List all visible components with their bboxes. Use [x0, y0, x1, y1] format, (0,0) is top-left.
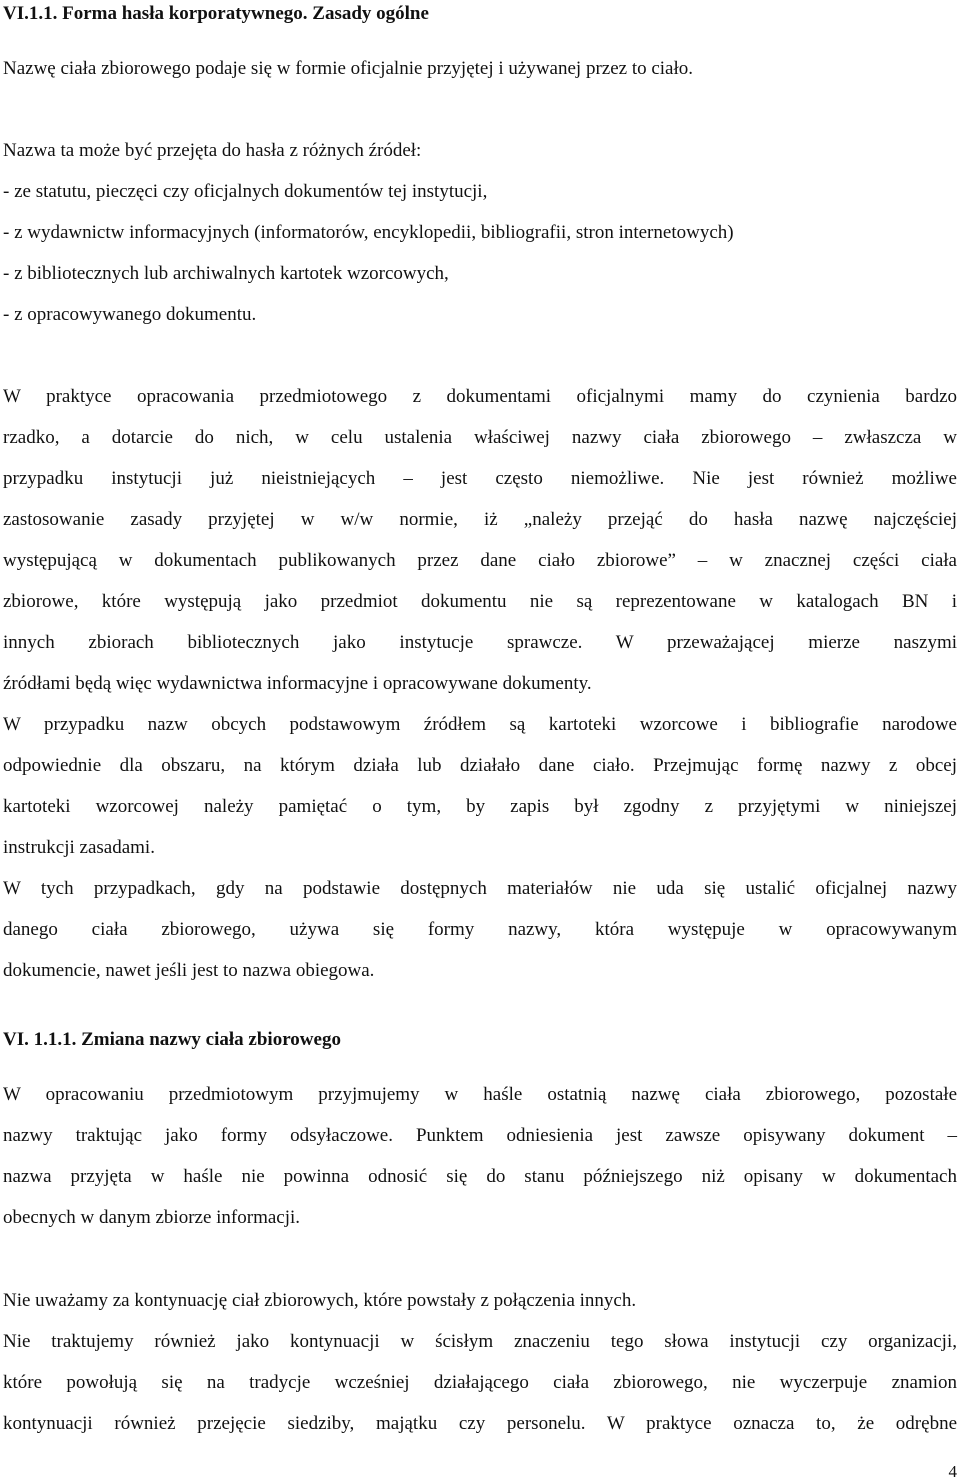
text-line: które powołują się na tradycje wcześniej działającego ciała zbiorowego, nie wyczerpuje znamion: [3, 1372, 957, 1393]
text-line: kontynuacji również przejęcie siedziby, majątku czy personelu. W praktyce oznacza to, że odrębne: [3, 1413, 957, 1434]
text-line: zastosowanie zasady przyjętej w w/w normie, iż „należy przejąć do hasła nazwę najczęściej: [3, 509, 957, 530]
text-line: źródłami będą więc wydawnictwa informacyjne i opracowywane dokumenty.: [3, 673, 592, 694]
text-line: obecnych w danym zbiorze informacji.: [3, 1207, 301, 1228]
text-line: W opracowaniu przedmiotowym przyjmujemy w haśle ostatnią nazwę ciała zbiorowego, pozostałe: [3, 1084, 957, 1105]
list-item: - z opracowywanego dokumentu.: [3, 304, 257, 325]
list-item: - z bibliotecznych lub archiwalnych kartotek wzorcowych,: [3, 263, 449, 284]
continuity-paragraph: [3, 1321, 957, 1444]
sources-list: [3, 130, 957, 335]
text-line: W praktyce opracowania przedmiotowego z dokumentami oficjalnymi mamy do czynienia bardzo: [3, 386, 957, 407]
text-line: instrukcji zasadami.: [3, 837, 155, 858]
text-line: W tych przypadkach, gdy na podstawie dostępnych materiałów nie uda się ustalić oficjalnej nazwy: [3, 878, 957, 899]
text-line: nazwy traktując jako formy odsyłaczowe. Punktem odniesienia jest zawsze opisywany dokument –: [3, 1125, 957, 1146]
section-heading: VI.1.1. Forma hasła korporatywnego. Zasady ogólne: [3, 3, 429, 24]
continuity-statement: Nie uważamy za kontynuację ciał zbiorowych, które powstały z połączenia innych.: [3, 1290, 637, 1311]
practice-paragraph: [3, 376, 957, 704]
text-line: przypadku instytucji już nieistniejących – jest często niemożliwe. Nie jest również możliwe: [3, 468, 957, 489]
text-line: występującą w dokumentach publikowanych przez dane ciało zbiorowe” – w znacznej części ciała: [3, 550, 957, 571]
list-item: - ze statutu, pieczęci czy oficjalnych dokumentów tej instytucji,: [3, 181, 488, 202]
section-heading: VI. 1.1.1. Zmiana nazwy ciała zbiorowego: [3, 1029, 341, 1050]
sources-lead: Nazwa ta może być przejęta do hasła z różnych źródeł:: [3, 140, 422, 161]
foreign-names-paragraph: [3, 704, 957, 868]
name-change-paragraph: [3, 1074, 957, 1238]
page-number: 4: [948, 1462, 957, 1481]
fallback-paragraph: [3, 868, 957, 991]
text-line: innych zbiorach bibliotecznych jako instytucje sprawcze. W przeważającej mierze naszymi: [3, 632, 957, 653]
text-line: odpowiednie dla obszaru, na którym działa lub działało dane ciało. Przejmując formę nazwy z obcej: [3, 755, 957, 776]
text-line: dokumencie, nawet jeśli jest to nazwa obiegowa.: [3, 960, 375, 981]
text-line: kartoteki wzorcowej należy pamiętać o tym, by zapis był zgodny z przyjętymi w niniejszej: [3, 796, 957, 817]
text-line: Nie traktujemy również jako kontynuacji w ścisłym znaczeniu tego słowa instytucji czy organizacji,: [3, 1331, 957, 1352]
text-line: zbiorowe, które występują jako przedmiot dokumentu nie są reprezentowane w katalogach BN i: [3, 591, 957, 612]
text-line: danego ciała zbiorowego, używa się formy nazwy, która występuje w opracowywanym: [3, 919, 957, 940]
text-line: W przypadku nazw obcych podstawowym źródłem są kartoteki wzorcowe i bibliografie narodowe: [3, 714, 957, 735]
list-item: - z wydawnictw informacyjnych (informatorów, encyklopedii, bibliografii, stron internetowych): [3, 222, 734, 243]
intro-paragraph: Nazwę ciała zbiorowego podaje się w formie oficjalnie przyjętej i używanej przez to ciało.: [3, 58, 694, 79]
text-line: nazwa przyjęta w haśle nie powinna odnosić się do stanu późniejszego niż opisany w dokumentach: [3, 1166, 957, 1187]
text-line: rzadko, a dotarcie do nich, w celu ustalenia właściwej nazwy ciała zbiorowego – zwłaszcza w: [3, 427, 957, 448]
